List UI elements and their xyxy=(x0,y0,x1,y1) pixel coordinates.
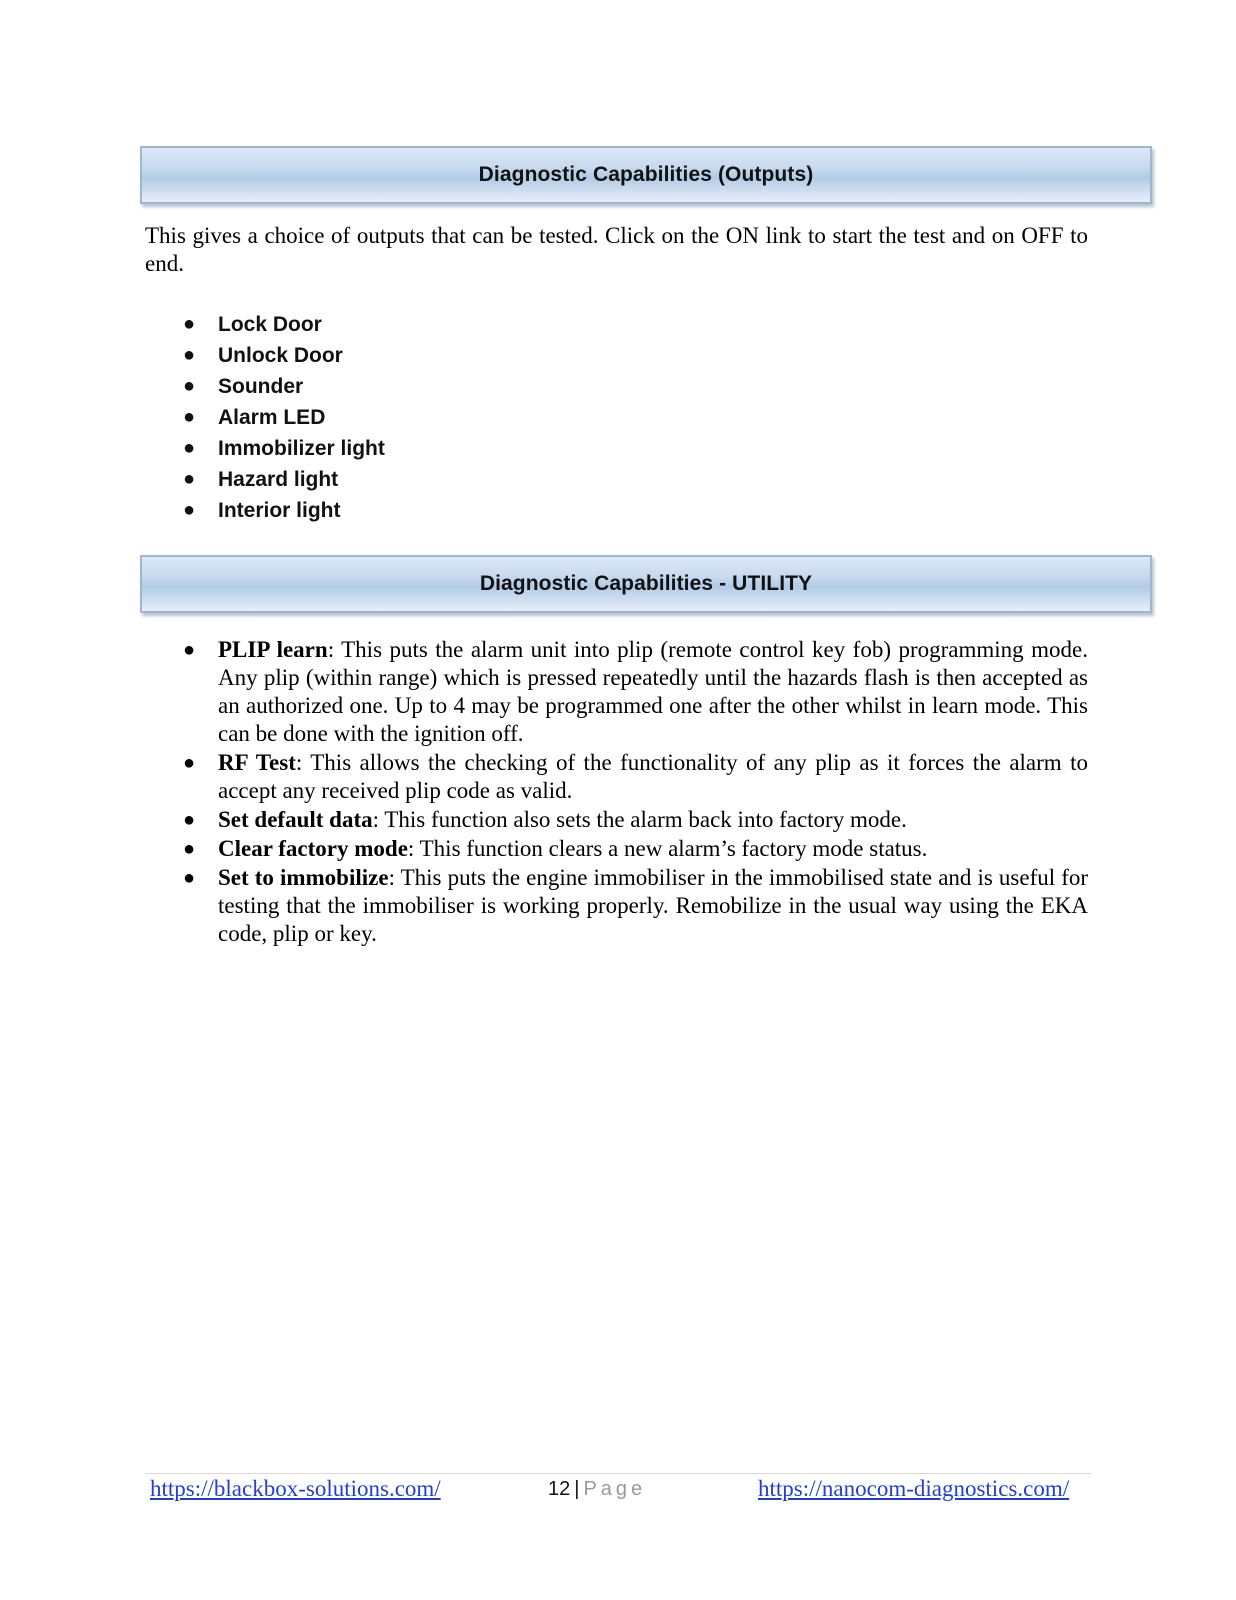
bullet-icon: ● xyxy=(183,809,196,831)
list-item xyxy=(145,340,385,371)
section-header-utility xyxy=(140,555,1152,613)
footer-link-blackbox[interactable]: https://blackbox-solutions.com/ xyxy=(150,1476,441,1501)
utility-description: : This function also sets the alarm back into factory mode. xyxy=(372,807,907,832)
list-item xyxy=(145,636,1088,748)
list-item xyxy=(145,749,1088,805)
list-item xyxy=(145,806,1088,834)
utility-description: : This puts the engine immobiliser in the immobilised state and is useful for testing that the immobiliser is working properly. Remobilize in the usual way using the EKA code, plip or key. xyxy=(218,865,1089,946)
section-title-utility: Diagnostic Capabilities - UTILITY xyxy=(479,572,813,595)
output-item-label: Interior light xyxy=(218,499,341,522)
utility-term: PLIP learn xyxy=(218,637,328,662)
utility-list xyxy=(145,636,1088,949)
list-item xyxy=(145,433,385,464)
bullet-icon: ● xyxy=(183,437,196,459)
bullet-icon: ● xyxy=(183,468,196,490)
output-item-label: Unlock Door xyxy=(218,344,343,367)
bullet-icon: ● xyxy=(183,375,196,397)
utility-description: : This allows the checking of the functionality of any plip as it forces the alarm to accept any received plip code as valid. xyxy=(218,750,1088,803)
output-item-label: Alarm LED xyxy=(218,406,326,429)
list-item xyxy=(145,309,385,340)
list-item xyxy=(145,464,385,495)
utility-description: : This function clears a new alarm’s factory mode status. xyxy=(407,836,928,861)
page-number xyxy=(548,1478,646,1501)
list-item xyxy=(145,495,385,526)
outputs-list xyxy=(145,309,385,526)
section-header-outputs xyxy=(140,146,1152,204)
bullet-icon: ● xyxy=(183,838,196,860)
output-item-label: Lock Door xyxy=(218,313,322,336)
section-title-outputs: Diagnostic Capabilities (Outputs) xyxy=(478,163,814,186)
list-item xyxy=(145,864,1088,948)
list-item xyxy=(145,402,385,433)
bullet-icon: ● xyxy=(183,499,196,521)
footer-divider xyxy=(145,1473,1091,1474)
utility-description: : This puts the alarm unit into plip (remote control key fob) programming mode. Any plip (within range) which is pressed repeatedly until the hazards flash is then accepted as an authorized one. Up to 4 may be programmed one after the other whilst in learn mode. This can be done with the ignition off. xyxy=(218,637,1088,746)
bullet-icon: ● xyxy=(183,867,196,889)
list-item xyxy=(145,371,385,402)
utility-term: RF Test xyxy=(218,750,296,775)
utility-term: Set default data xyxy=(218,807,373,832)
output-item-label: Immobilizer light xyxy=(218,437,385,460)
outputs-intro-paragraph: This gives a choice of outputs that can be tested. Click on the ON link to start the test and on OFF to end. xyxy=(145,223,1088,276)
bullet-icon: ● xyxy=(183,639,196,661)
list-item xyxy=(145,835,1088,863)
output-item-label: Hazard light xyxy=(218,468,339,491)
bullet-icon: ● xyxy=(183,313,196,335)
bullet-icon: ● xyxy=(183,752,196,774)
page-number-value: 12 xyxy=(548,1478,571,1500)
bullet-icon: ● xyxy=(183,406,196,428)
page-label: Page xyxy=(583,1478,647,1500)
page-separator: | xyxy=(574,1478,580,1500)
bullet-icon: ● xyxy=(183,344,196,366)
utility-term: Clear factory mode xyxy=(218,836,408,861)
footer-link-nanocom[interactable]: https://nanocom-diagnostics.com/ xyxy=(758,1476,1070,1501)
utility-term: Set to immobilize xyxy=(218,865,389,890)
output-item-label: Sounder xyxy=(218,375,304,398)
